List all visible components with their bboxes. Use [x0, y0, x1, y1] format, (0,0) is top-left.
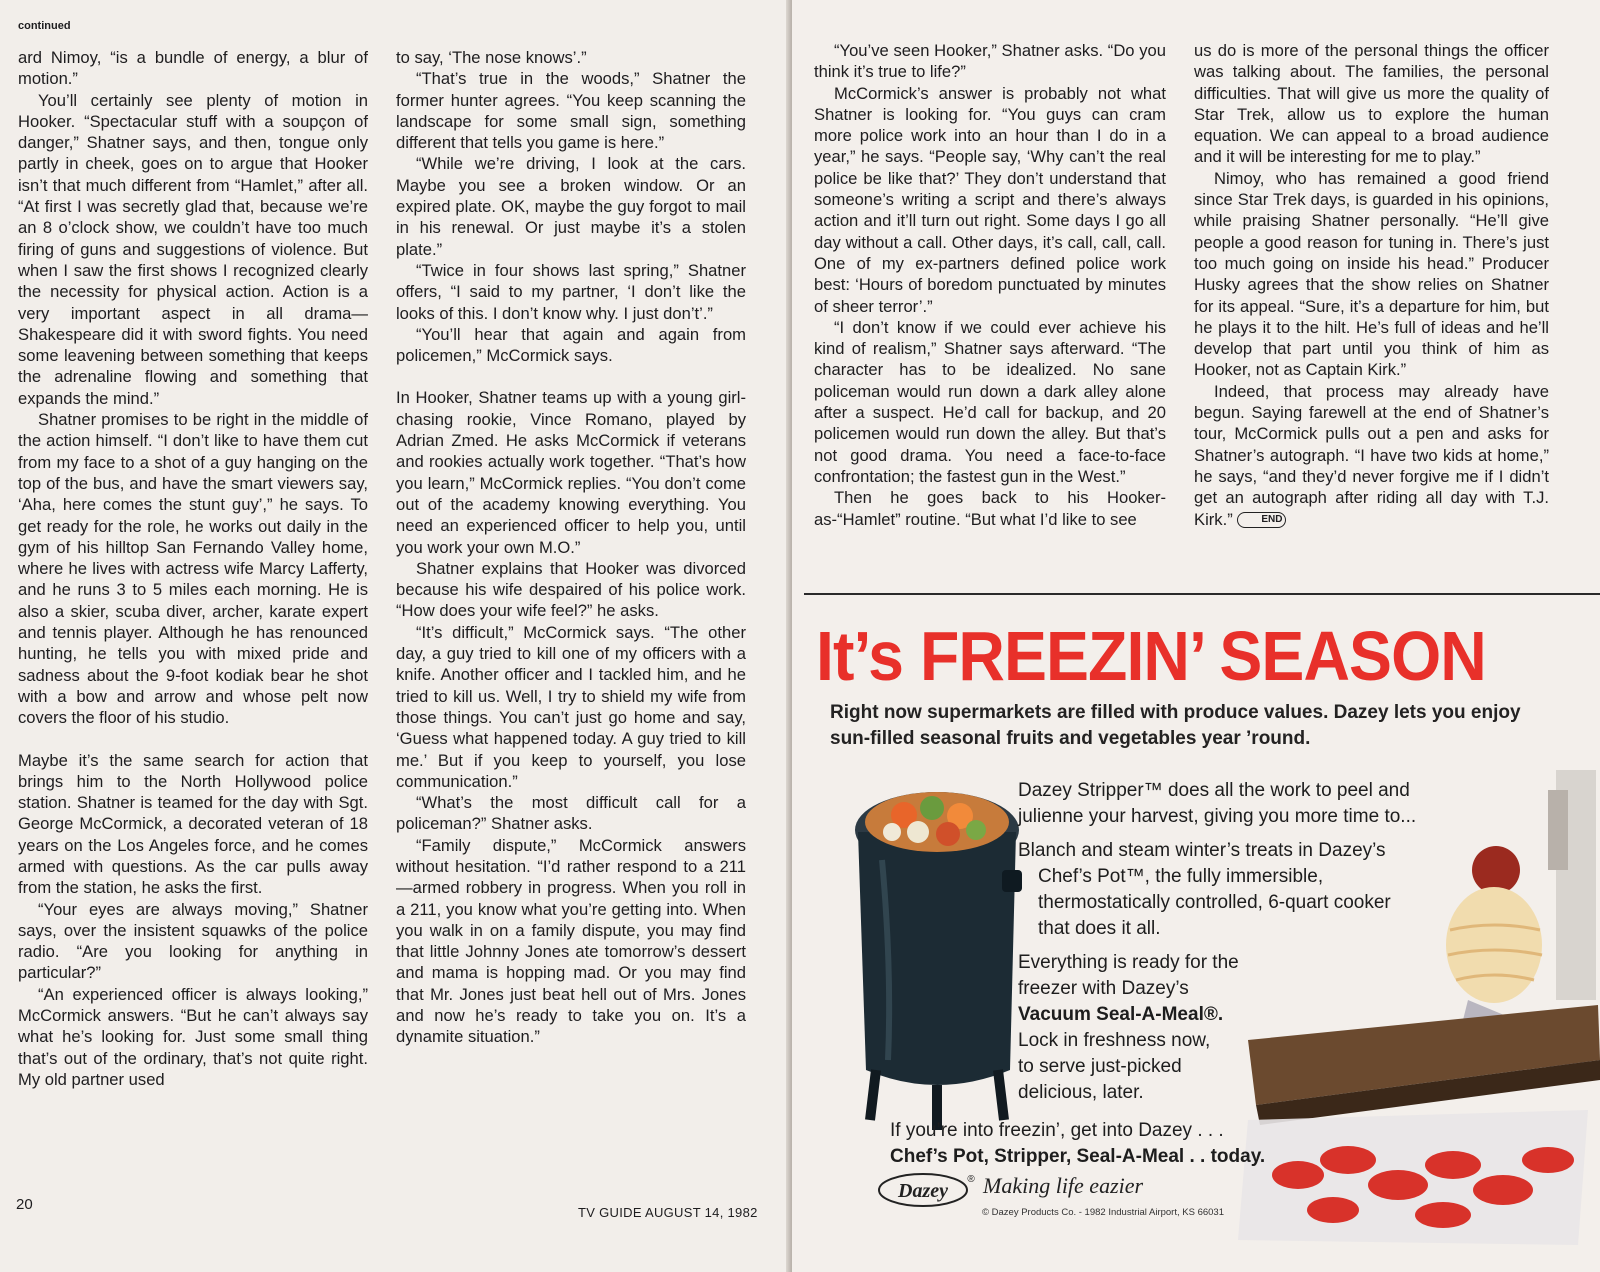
paragraph: “It’s difficult,” McCormick says. “The other day, a guy tried to kill one of my officers with a knife. Another officer and I tackled him, and he tried to kill us. Well, I try to shield my wife from those things. You can’t just go home and say, ‘Guess what happened today. A guy tried to kill me.’ But if you keep to yourself, you lose communication.” — [396, 622, 746, 791]
section-paragraph: In Hooker, Shatner teams up with a young girl-chasing rookie, Vince Romano, played by Adrian Zmed. He asks McCormick if veterans and rookies actually work together. “That’s how you learn,” McCormick replies. “You don’t come out of the academy knowing everything. You need an experienced officer to help you, until you work your own M.O.” — [396, 388, 746, 557]
ad-line: Blanch and steam winter’s treats in Dazey’s — [1018, 840, 1386, 861]
ad-line: delicious, later. — [1018, 1082, 1144, 1103]
ad-copyright: © Dazey Products Co. - 1982 Industrial Airport, KS 66031 — [982, 1207, 1224, 1218]
paragraph — [1194, 381, 1549, 530]
ad-line: that does it all. — [1038, 918, 1161, 939]
continued-label: continued — [18, 20, 71, 32]
ad-line: Chef’s Pot™, the fully immersible, — [1038, 866, 1324, 887]
paragraph: ard Nimoy, “is a bundle of energy, a blur of motion.” — [18, 48, 368, 89]
ad-line: thermostatically controlled, 6-quart cooker — [1038, 892, 1391, 913]
paragraph: Nimoy, who has remained a good friend since Star Trek days, is guarded in his opinions, while praising Shatner personally. “He’ll give people a good reason for tuning in. There’s just too much going on inside his head.” Producer Husky agrees that the show relies on Shatner for its appeal. “Sure, it’s a departure for him, but he plays it to the hilt. He’s full of ideas and he’ll develop that part until you think of him as Hooker, not as Captain Kirk.” — [1194, 168, 1549, 380]
paragraph: “Family dispute,” McCormick answers without hesitation. “I’d rather respond to a 211—armed robbery in progress. When you roll in a 211, you know what you’re getting into. When you walk in on a family dispute, you may find that little Johnny Jones ate tomorrow’s dessert and mama is hopping mad. Or you may find that Mr. Jones just beat hell out of Mrs. Jones and now he’s ready to take you on. It’s a dynamite situation.” — [396, 835, 746, 1047]
paragraph: Then he goes back to his Hooker-as-“Hamlet” routine. “But what I’d like to see — [814, 488, 1166, 529]
chefs-pot-copy — [1018, 838, 1391, 942]
logo-text: Dazey — [898, 1180, 948, 1202]
ad-line: If you’re into freezin’, get into Dazey . . . — [890, 1120, 1224, 1141]
paragraph: McCormick’s answer is probably not what Shatner is looking for. “You guys can cram more police work into an hour than I do in a year,” he says. “People say, ‘Why can’t the real police be like that?’ They don’t understand that someone’s writing a script and there’s always action and it’ll turn out right. Some days I go all day without a call. Other days, it’s call, call, call. One of my ex-partners defined police work best: ‘Hours of boredom punctuated by minutes of sheer terror’.” — [814, 83, 1166, 316]
paragraph: “Your eyes are always moving,” Shatner says, over the insistent squawks of the police radio. “Are you looking for anything in particular?” — [18, 899, 368, 983]
ad-divider-rule — [804, 593, 1600, 595]
paragraph: us do is more of the personal things the officer was talking about. The families, the personal difficulties. That will give us more the quality of Star Trek, allow us to explore the human equation. We can appeal to a broad audience and it will be interesting for me to play.” — [1194, 41, 1549, 167]
ad-tagline: Making life eazier — [983, 1173, 1144, 1198]
stripper-copy — [1018, 778, 1416, 830]
paragraph: “What’s the most difficult call for a policeman?” Shatner asks. — [396, 793, 746, 834]
dazey-logo — [877, 1170, 977, 1210]
ad-line: Chef’s Pot, Stripper, Seal-A-Meal . . today. — [890, 1146, 1266, 1167]
ad-line: julienne your harvest, giving you more time to... — [1018, 806, 1417, 827]
ad-line: Dazey Stripper™ does all the work to peel and — [1018, 780, 1410, 801]
ad-line: Lock in freshness now, — [1018, 1030, 1211, 1051]
ad-line: freezer with Dazey’s — [1018, 978, 1189, 999]
paragraph: Shatner explains that Hooker was divorced because his wife despaired of his police work. “How does your wife feel?” he asks. — [396, 558, 746, 621]
ad-line: Everything is ready for the — [1018, 952, 1239, 973]
paragraph: “That’s true in the woods,” Shatner the former hunter agrees. “You keep scanning the landscape for some small sign, something different that tells you game is here.” — [396, 69, 746, 153]
section-paragraph: Maybe it’s the same search for action that brings him to the North Hollywood police station. Shatner is teamed for the day with Sgt. George McCormick, a decorated veteran of 18 years on the Los Angeles force, and he comes armed with questions. As the car pulls away from the station, he asks the first. — [18, 750, 368, 898]
ad-headline: It’s FREEZIN’ SEASON — [816, 617, 1486, 695]
paragraph: “I don’t know if we could ever achieve his kind of realism,” Shatner says afterward. “The character has to be idealized. No sane policeman would run down a dark alley alone after a suspect. He’d call for backup, and 20 policemen would run down the alley. But that’s not good drama. You need a face-to-face confrontation; the fastest gun in the West.” — [814, 317, 1166, 486]
article-column-2 — [396, 47, 746, 1048]
paragraph: You’ll certainly see plenty of motion in Hooker. “Spectacular stuff with a soupçon of danger,” Shatner says, and then, tongue only partly in cheek, goes on to argue that Hooker isn’t that much different from “Hamlet,” after all. “At first I was secretly glad that, because we’re an 8 o’clock show, we couldn’t have too much firing of guns and suggestions of violence. But when I saw the first shows I recognized clearly the necessity for physical action. Action is a very important aspect in all drama—Shakespeare did it with sword fights. You need some leavening between something that keeps the adrenaline flowing and something that expands the mind.” — [18, 90, 368, 408]
paragraph: Shatner promises to be right in the middle of the action himself. “I don’t like to have them cut from my face to a shot of a guy hanging on the top of the bus, and have the smart viewers say, ‘Aha, here comes the stunt guy’,” he says. To get ready for the role, he works out daily in the gym of his hilltop San Fernando Valley home, where he lives with actress wife Marcy Lafferty, and he runs 3 to 5 miles each morning. He is also a skier, scuba diver, archer, karate expert and tennis player. Although he has renounced hunting, he tells you with mixed pride and sadness about the 9-foot kodiak bear he shot with a bow and arrow and whose pelt now covers the floor of his studio. — [18, 410, 368, 728]
closing-copy — [890, 1118, 1265, 1170]
article-column-1 — [18, 47, 368, 1090]
paragraph: to say, ‘The nose knows’.” — [396, 48, 587, 67]
svg-text:®: ® — [967, 1174, 975, 1185]
chefs-pot-image — [852, 770, 1022, 1130]
ad-line: Vacuum Seal-A-Meal®. — [1018, 1004, 1224, 1025]
ad-intro: Right now supermarkets are filled with produce values. Dazey lets you enjoy sun-filled seasonal fruits and vegetables year ’round. — [830, 702, 1521, 749]
ad-line: to serve just-picked — [1018, 1056, 1182, 1077]
paragraph: “Twice in four shows last spring,” Shatner offers, “I said to my partner, ‘I don’t like the looks of this. I don’t know why. I just don’t’.” — [396, 260, 746, 323]
paragraph: “You’ll hear that again and again from policemen,” McCormick says. — [396, 324, 746, 366]
final-paragraph-text: Indeed, that process may already have begun. Saying farewell at the end of Shatner’s tour, McCormick pulls out a pen and asks for Shatner’s autograph. “I have two kids at home,” he says, “and they’d never forgive me if I didn’t get an autograph after riding all day with T.J. Kirk.” — [1194, 381, 1549, 529]
seal-a-meal-copy — [1018, 950, 1239, 1106]
end-mark-icon: END — [1237, 512, 1286, 528]
article-column-4 — [1194, 40, 1549, 530]
footer-issue-line: TV GUIDE AUGUST 14, 1982 — [578, 1205, 758, 1220]
seal-a-meal-image — [1238, 1000, 1600, 1250]
paragraph: “An experienced officer is always looking,” McCormick answers. “But he can’t always say what he’s looking for. Just some small thing that’s out of the ordinary, that’s not quite right. My old partner used — [18, 984, 368, 1089]
article-column-3 — [814, 40, 1166, 530]
paragraph: “While we’re driving, I look at the cars. Maybe you see a broken window. Or an expired plate. OK, maybe the guy forgot to mail in his renewal. Or just maybe it’s a stolen plate.” — [396, 154, 746, 259]
paragraph: “You’ve seen Hooker,” Shatner asks. “Do you think it’s true to life?” — [814, 41, 1166, 82]
page-number: 20 — [16, 1196, 33, 1213]
left-page — [0, 0, 790, 1272]
